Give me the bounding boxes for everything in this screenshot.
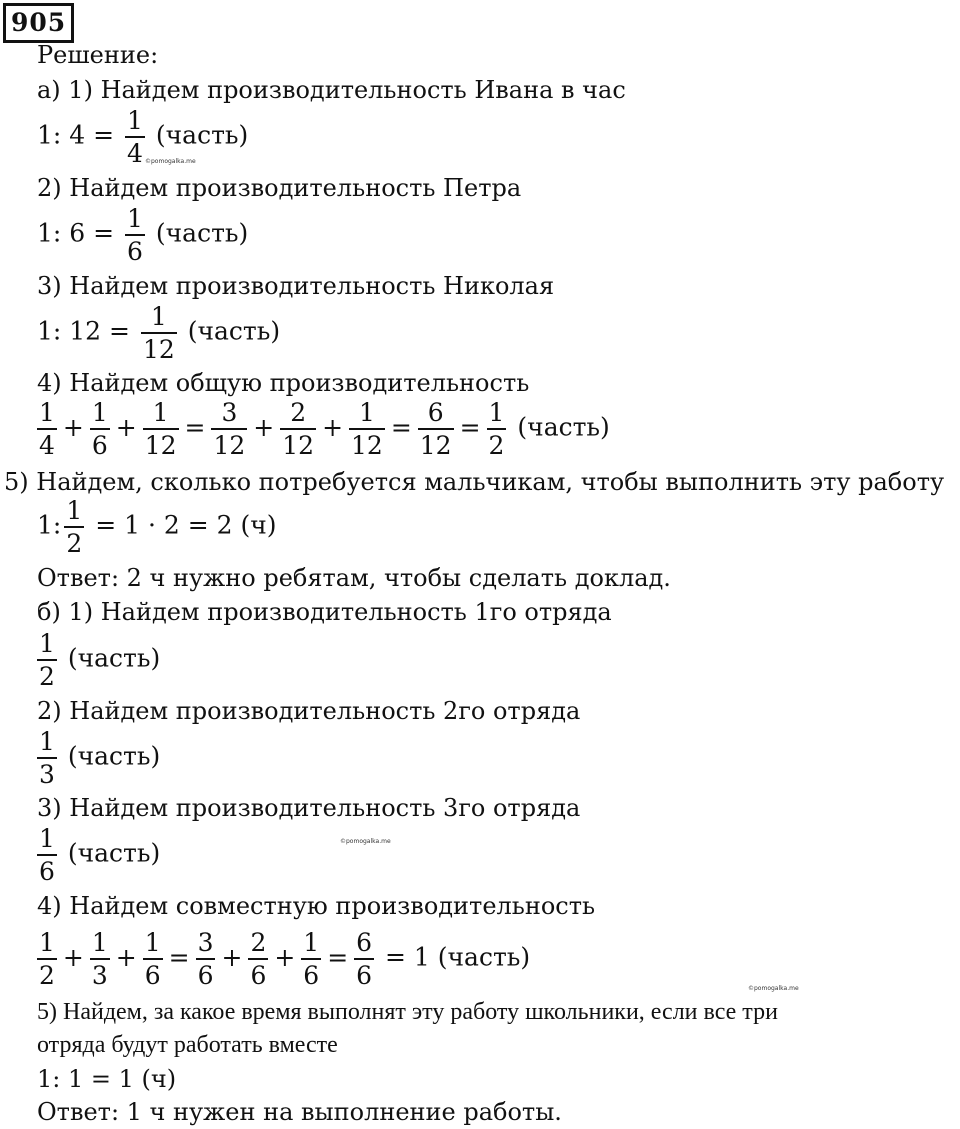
fraction — [196, 930, 216, 988]
unit-label: (часть) — [67, 643, 161, 673]
a-equation-3 — [37, 304, 280, 362]
fraction — [90, 400, 110, 458]
denominator: 2 — [37, 659, 57, 689]
watermark: ©pomogalka.me — [748, 985, 799, 992]
numerator: 1 — [152, 398, 169, 427]
fraction — [64, 498, 84, 556]
numerator: 2 — [290, 398, 307, 427]
denominator: 3 — [37, 757, 57, 787]
fraction — [280, 400, 316, 458]
numerator: 6 — [427, 398, 444, 427]
b-sum-tail: = 1 (часть) — [385, 942, 531, 972]
denominator: 12 — [143, 428, 179, 458]
b-equation-1 — [34, 631, 160, 689]
a-eq5-rhs: = 1 · 2 = 2 (ч) — [95, 510, 277, 540]
operator: = — [168, 942, 190, 972]
denominator: 6 — [37, 854, 57, 884]
b-equation-5: 1: 1 = 1 (ч) — [37, 1065, 177, 1093]
denominator: 4 — [37, 428, 57, 458]
numerator: 1 — [358, 398, 375, 427]
denominator: 4 — [125, 136, 145, 166]
operator: = — [184, 412, 206, 442]
denominator: 2 — [64, 526, 84, 556]
fraction — [143, 400, 179, 458]
denominator: 12 — [349, 428, 385, 458]
a-step-1: а) 1) Найдем производительность Ивана в час — [37, 76, 626, 104]
a-sum-equation — [34, 400, 610, 458]
fraction — [248, 930, 268, 988]
denominator: 6 — [125, 234, 145, 264]
numerator: 1 — [39, 824, 55, 853]
fraction — [487, 400, 507, 458]
operator: + — [322, 412, 344, 442]
a-eq1-lhs: 1: 4 = — [37, 120, 115, 150]
numerator: 3 — [197, 928, 214, 957]
unit-label: (часть) — [517, 412, 610, 442]
fraction — [141, 304, 177, 362]
numerator: 1 — [91, 928, 108, 957]
problem-number: 905 — [3, 3, 74, 43]
a-step-3: 3) Найдем производительность Николая — [37, 272, 555, 300]
operator: + — [62, 942, 84, 972]
denominator: 12 — [280, 428, 316, 458]
numerator: 1 — [91, 398, 108, 427]
denominator: 6 — [143, 958, 163, 988]
a-step-4: 4) Найдем общую производительность — [37, 369, 530, 397]
numerator: 1 — [127, 106, 143, 135]
b-step-4: 4) Найдем совместную производительность — [37, 892, 596, 920]
numerator: 2 — [250, 928, 267, 957]
b-step-5-line-1: 5) Найдем, за какое время выполнят эту работу школьники, если все три — [37, 999, 778, 1025]
denominator: 3 — [90, 958, 110, 988]
numerator: 1 — [488, 398, 505, 427]
denominator: 6 — [90, 428, 110, 458]
unit-label: (часть) — [155, 120, 249, 150]
fraction — [211, 400, 247, 458]
fraction — [301, 930, 321, 988]
a-answer: Ответ: 2 ч нужно ребятам, чтобы сделать доклад. — [37, 564, 671, 592]
operator: = — [459, 412, 481, 442]
b-equation-2 — [34, 729, 160, 787]
fraction — [143, 930, 163, 988]
b-step-1: б) 1) Найдем производительность 1го отряда — [37, 598, 612, 626]
denominator: 12 — [141, 332, 177, 362]
denominator: 12 — [211, 428, 247, 458]
fraction — [37, 930, 57, 988]
denominator: 6 — [301, 958, 321, 988]
operator: + — [115, 412, 137, 442]
numerator: 1 — [150, 302, 167, 331]
operator: = — [327, 942, 349, 972]
a-equation-5 — [37, 498, 276, 556]
b-step-2: 2) Найдем производительность 2го отряда — [37, 697, 581, 725]
operator: + — [253, 412, 275, 442]
b-step-5-line-2: отряда будут работать вместе — [37, 1032, 338, 1058]
denominator: 6 — [354, 958, 374, 988]
fraction — [37, 631, 57, 689]
a-eq2-lhs: 1: 6 = — [37, 218, 115, 248]
solution-heading: Решение: — [37, 41, 159, 69]
operator: + — [274, 942, 296, 972]
a-equation-1 — [37, 108, 248, 166]
a-step-2: 2) Найдем производительность Петра — [37, 174, 522, 202]
b-step-3: 3) Найдем производительность 3го отряда — [37, 794, 581, 822]
fraction — [418, 400, 454, 458]
b-equation-3 — [34, 826, 160, 884]
denominator: 2 — [487, 428, 507, 458]
b-sum-equation — [34, 930, 530, 988]
b-answer: Ответ: 1 ч нужен на выполнение работы. — [37, 1098, 562, 1126]
fraction — [37, 826, 57, 884]
numerator: 3 — [221, 398, 238, 427]
fraction — [37, 400, 57, 458]
fraction — [349, 400, 385, 458]
denominator: 2 — [37, 958, 57, 988]
numerator: 1 — [39, 629, 55, 658]
fraction — [354, 930, 374, 988]
denominator: 6 — [248, 958, 268, 988]
denominator: 6 — [196, 958, 216, 988]
operator: + — [62, 412, 84, 442]
operator: + — [115, 942, 137, 972]
unit-label: (часть) — [155, 218, 249, 248]
a-eq5-lhs: 1: — [37, 510, 62, 540]
numerator: 6 — [356, 928, 373, 957]
numerator: 1 — [127, 204, 143, 233]
fraction — [90, 930, 110, 988]
numerator: 1 — [39, 398, 55, 427]
numerator: 1 — [66, 496, 83, 525]
fraction — [37, 729, 57, 787]
denominator: 12 — [418, 428, 454, 458]
unit-label: (часть) — [187, 316, 281, 346]
a-equation-2 — [37, 206, 248, 264]
watermark: ©pomogalka.me — [145, 158, 196, 165]
unit-label: (часть) — [67, 838, 161, 868]
numerator: 1 — [144, 928, 161, 957]
fraction — [125, 108, 145, 166]
numerator: 1 — [39, 928, 55, 957]
fraction — [125, 206, 145, 264]
operator: + — [221, 942, 243, 972]
a-eq3-lhs: 1: 12 = — [37, 316, 130, 346]
numerator: 1 — [303, 928, 320, 957]
numerator: 1 — [39, 727, 55, 756]
watermark: ©pomogalka.me — [340, 838, 391, 845]
a-step-5: 5) Найдем, сколько потребуется мальчикам, чтобы выполнить эту работу — [4, 468, 945, 496]
unit-label: (часть) — [67, 741, 161, 771]
operator: = — [390, 412, 412, 442]
